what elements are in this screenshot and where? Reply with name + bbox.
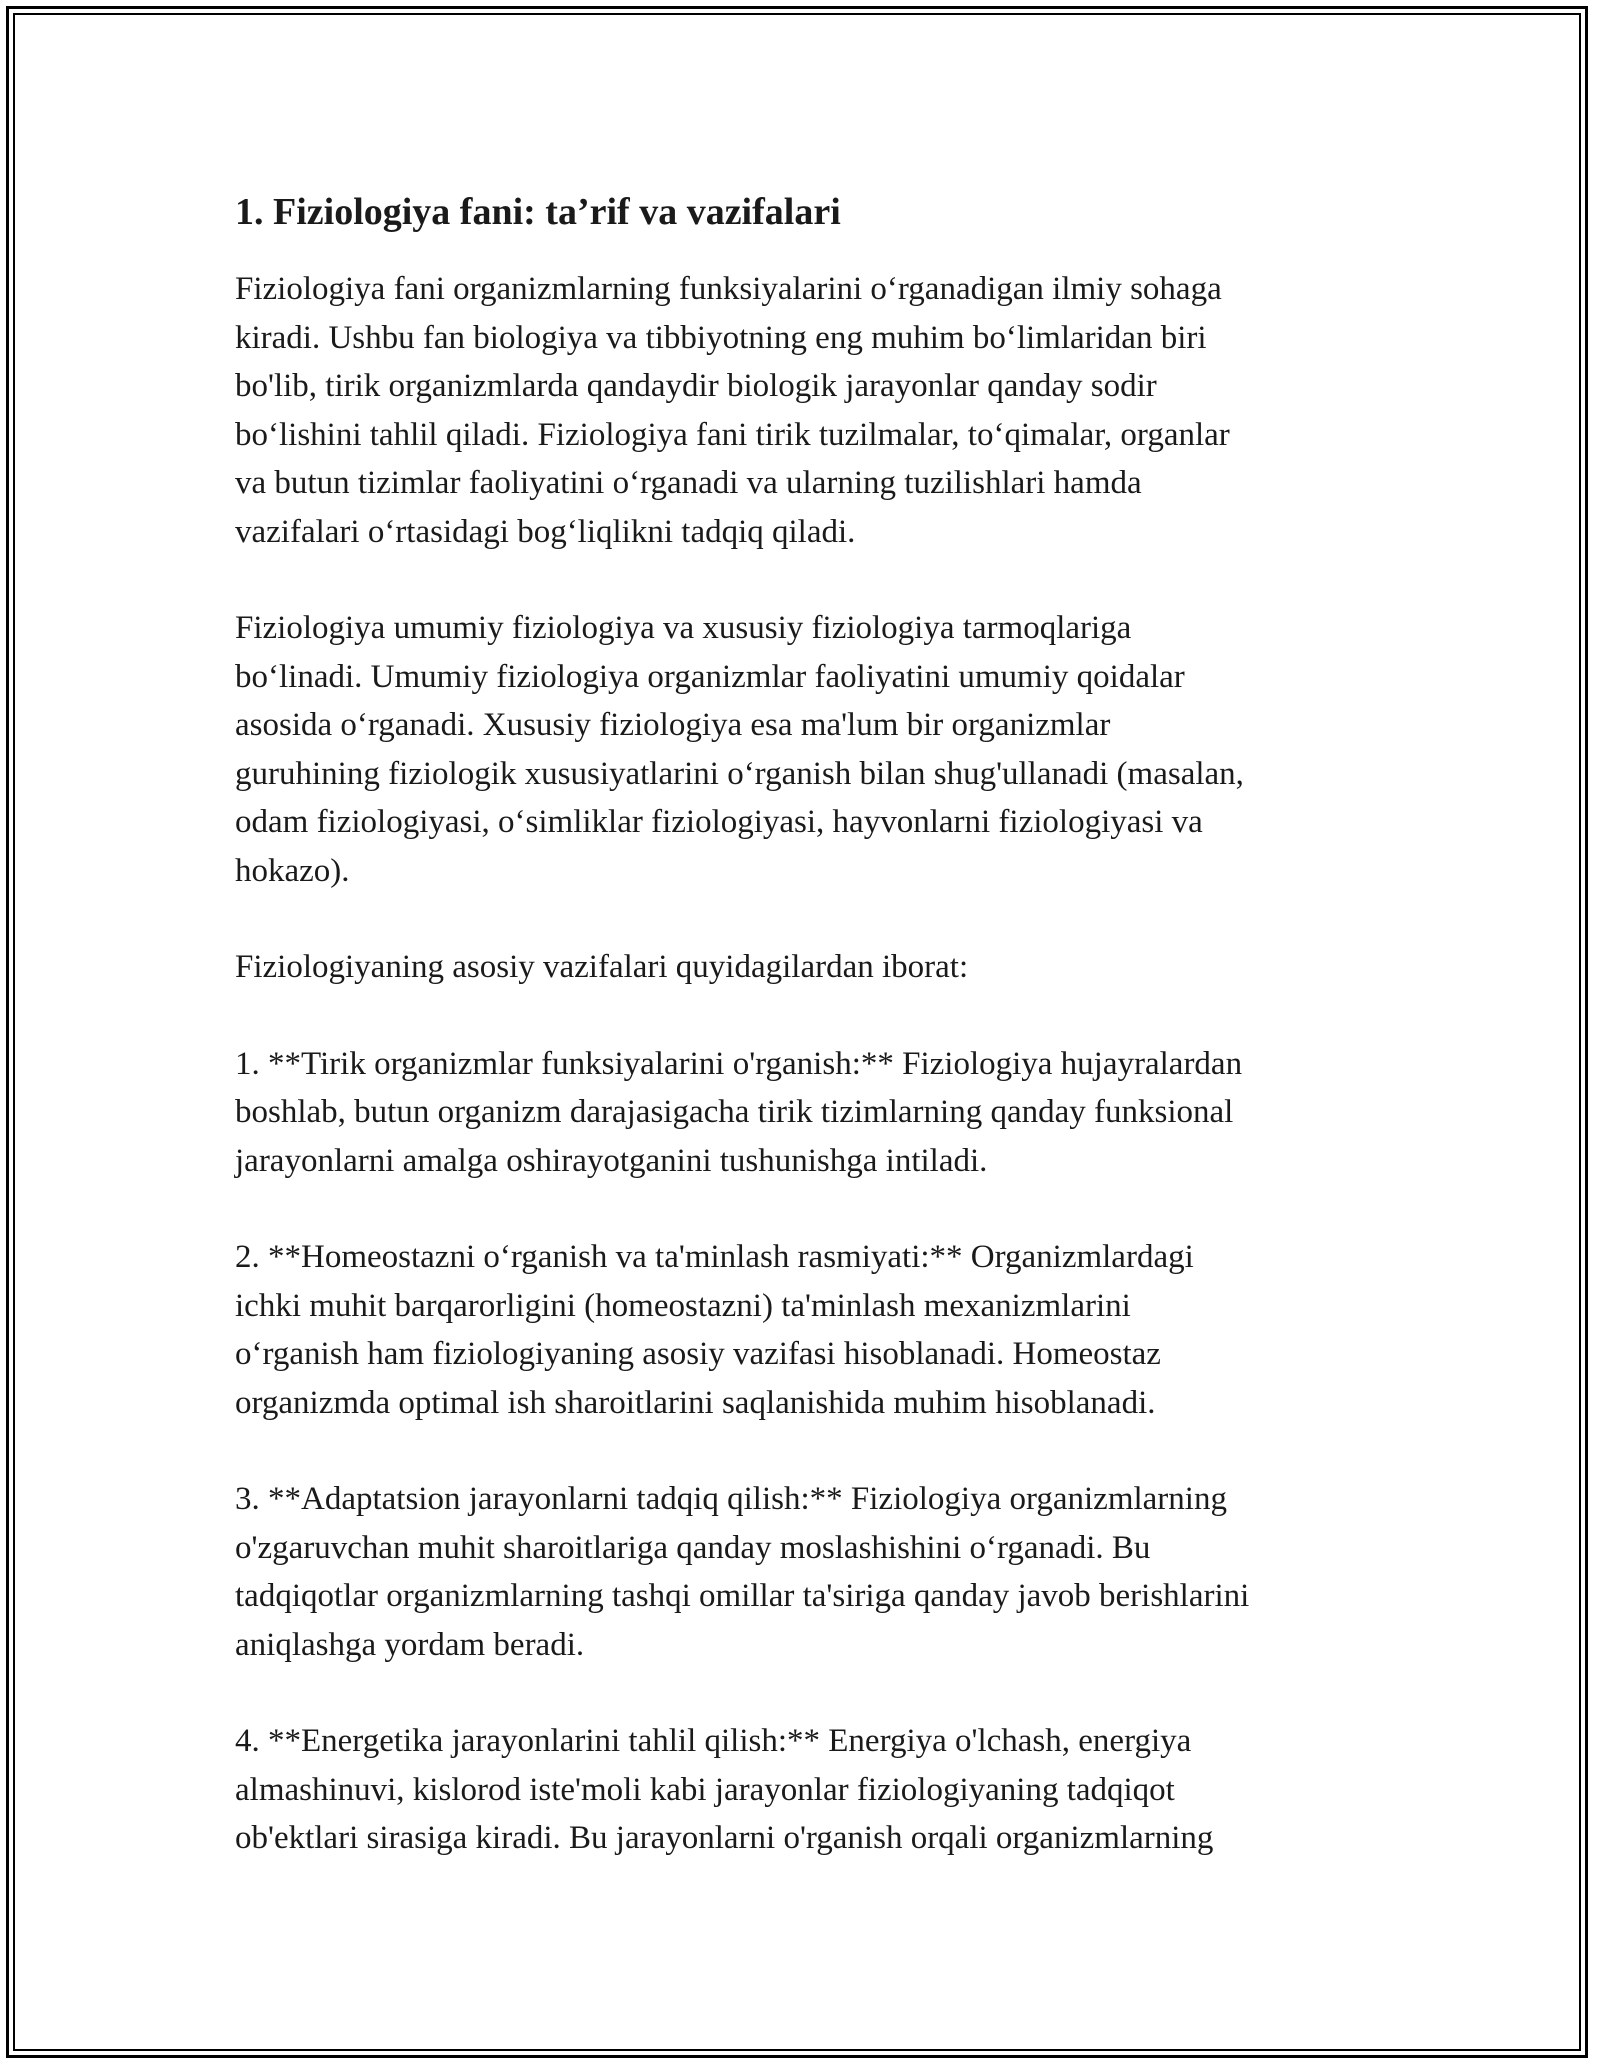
text-line: aniqlashga yordam beradi.: [235, 1626, 585, 1663]
document-title: 1. Fiziologiya fani: ta’rif va vazifalari: [235, 191, 841, 233]
text-line: organizmda optimal ish sharoitlarini saqlanishida muhim hisoblanadi.: [235, 1384, 1156, 1421]
document-body: [235, 185, 1370, 1911]
paragraph-7: [235, 1717, 1370, 1863]
paragraph-4: [235, 1040, 1370, 1186]
text-line: 2. **Homeostazni o‘rganish va ta'minlash rasmiyati:** Organizmlardagi: [235, 1239, 1194, 1275]
paragraph-6: [235, 1475, 1370, 1669]
text-line: tadqiqotlar organizmlarning tashqi omillar ta'siriga qanday javob berishlarini: [235, 1578, 1250, 1614]
text-line: guruhining fiziologik xususiyatlarini o‘rganish bilan shug'ullanadi (masalan,: [235, 755, 1244, 792]
text-line: 3. **Adaptatsion jarayonlarni tadqiq qilish:** Fiziologiya organizmlarning: [235, 1481, 1227, 1517]
text-line: ichki muhit barqarorligini (homeostazni) ta'minlash mexanizmlarini: [235, 1287, 1131, 1324]
text-line: bo‘linadi. Umumiy fiziologiya organizmlar faoliyatini umumiy qoidalar: [235, 658, 1185, 695]
text-line: vazifalari o‘rtasidagi bog‘liqlikni tadqiq qiladi.: [235, 513, 856, 550]
text-line: 1. **Tirik organizmlar funksiyalarini o'rganish:** Fiziologiya hujayralardan: [235, 1045, 1243, 1082]
text-line: o'zgaruvchan muhit sharoitlariga qanday moslashishini o‘rganadi. Bu: [235, 1529, 1151, 1566]
text-line: o‘rganish ham fiziologiyaning asosiy vazifasi hisoblanadi. Homeostaz: [235, 1336, 1161, 1372]
text-line: Fiziologiya umumiy fiziologiya va xususiy fiziologiya tarmoqlariga: [235, 610, 1132, 646]
paragraph-3: [235, 943, 1370, 992]
paragraph-list: [235, 265, 1370, 1863]
text-line: odam fiziologiyasi, o‘simliklar fiziologiyasi, hayvonlarni fiziologiyasi va: [235, 804, 1203, 840]
text-line: almashinuvi, kislorod iste'moli kabi jarayonlar fiziologiyaning tadqiqot: [235, 1771, 1175, 1808]
text-line: Fiziologiya fani organizmlarning funksiyalarini o‘rganadigan ilmiy sohaga: [235, 271, 1222, 307]
text-line: Fiziologiyaning asosiy vazifalari quyidagilardan iborat:: [235, 949, 969, 985]
text-line: hokazo).: [235, 852, 350, 889]
text-line: ob'ektlari sirasiga kiradi. Bu jarayonlarni o'rganish orqali organizmlarning: [235, 1820, 1214, 1856]
text-line: bo‘lishini tahlil qiladi. Fiziologiya fani tirik tuzilmalar, to‘qimalar, organlar: [235, 416, 1230, 453]
text-line: kiradi. Ushbu fan biologiya va tibbiyotning eng muhim bo‘limlaridan biri: [235, 319, 1207, 356]
text-line: boshlab, butun organizm darajasigacha tirik tizimlarning qanday funksional: [235, 1094, 1234, 1130]
text-line: 4. **Energetika jarayonlarini tahlil qilish:** Energiya o'lchash, energiya: [235, 1723, 1192, 1759]
text-line: asosida o‘rganadi. Xususiy fiziologiya esa ma'lum bir organizmlar: [235, 707, 1111, 743]
text-line: va butun tizimlar faoliyatini o‘rganadi va ularning tuzilishlari hamda: [235, 465, 1142, 501]
paragraph-2: [235, 604, 1370, 895]
text-line: jarayonlarni amalga oshirayotganini tushunishga intiladi.: [235, 1142, 988, 1179]
paragraph-1: [235, 265, 1370, 556]
text-line: bo'lib, tirik organizmlarda qandaydir biologik jarayonlar qanday sodir: [235, 368, 1157, 404]
paragraph-5: [235, 1233, 1370, 1427]
